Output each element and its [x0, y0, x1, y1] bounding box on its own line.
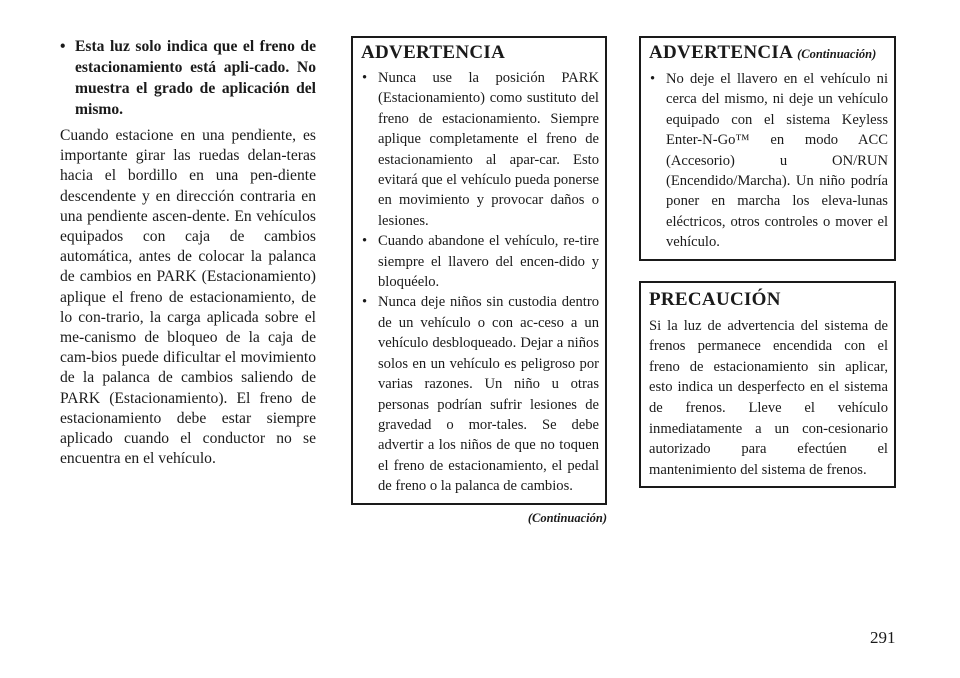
- parking-paragraph: Cuando estacione en una pendiente, es importante girar las ruedas delan-teras hacia el bordillo en una pen-diente descendente y en dirección contraria en una pendiente ascen-dente. En vehículos equipados con caja de cambios automática, antes de colocar la palanca de cambios en PARK (Estacionamiento) aplique el freno de estacionamiento, de lo con-trario, la carga aplicada sobre el me-canismo de bloqueo de la caja de cam-bios puede dificultar el movimiento de la palanca de cambios saliendo de PARK (Estacionamiento). El freno de estacionamiento debe estar siempre aplicado cuando el conductor no se encuentra en el vehículo.: [60, 127, 316, 468]
- warning-box: [351, 36, 607, 505]
- caution-box: [639, 281, 896, 489]
- bold-bullet-note: [60, 36, 316, 120]
- bold-bullet-text: Esta luz solo indica que el freno de estacionamiento está apli-cado. No muestra el grado de aplicación del mismo.: [75, 38, 316, 118]
- bullet-icon: •: [362, 70, 368, 86]
- warning-item: [361, 292, 599, 496]
- caution-body: Si la luz de advertencia del sistema de frenos permanece encendida con el freno de estacionamiento sin aplicar, esto indica un desperfecto en el sistema de frenos. Lleve el vehículo inmediatamente a un con-cesionario autorizado para efectúen el mantenimiento del sistema de frenos.: [649, 317, 888, 478]
- warning-list: [361, 68, 599, 497]
- continued-suffix: (Continuación): [797, 47, 877, 61]
- warning-item-text: No deje el llavero en el vehículo ni cerca del mismo, ni deje un vehículo equipado con el sistema Keyless Enter-N-Go™ en modo ACC (Accesorio) u ON/RUN (Encendido/Marcha). Un niño podría poner en marcha los eleva-lunas eléctricos, otros controles o mover el vehículo.: [666, 71, 888, 251]
- warning-continued-box: [639, 36, 896, 261]
- bullet-icon: •: [60, 38, 66, 55]
- left-column: [60, 36, 316, 469]
- warning-title-text: ADVERTENCIA: [649, 42, 794, 63]
- warning-continued-title: [649, 41, 888, 66]
- warning-item: [361, 231, 599, 292]
- warning-item-text: Nunca deje niños sin custodia dentro de un vehículo o con ac-ceso a un vehículo desbloqueado. Dejar a niños solos en un vehículo es peligroso por varias razones. Un niño u otras personas podrían sufrir lesiones de gravedad o mor-tales. Se debe advertir a los niños de que no toquen el freno de estacionamiento, el pedal de freno o la palanca de cambios.: [378, 294, 599, 495]
- warning-item: [361, 68, 599, 231]
- bullet-icon: •: [362, 233, 368, 250]
- right-column: [639, 36, 896, 488]
- warning-item: [649, 69, 888, 253]
- continued-note: (Continuación): [527, 510, 607, 525]
- bullet-icon: •: [650, 71, 656, 87]
- bullet-icon: •: [362, 294, 368, 311]
- caution-title: PRECAUCIÓN: [649, 288, 781, 310]
- page-number: 291: [870, 628, 896, 647]
- middle-column: [351, 36, 607, 525]
- warning-item-text: Nunca use la posición PARK (Estacionamiento) como sustituto del freno de estacionamiento. Siempre aplique completamente el freno de estacionamiento al apar-car. Esto evitará que el vehículo pueda ponerse en movimiento y provocar daños o lesiones.: [378, 70, 599, 229]
- warning-item-text: Cuando abandone el vehículo, re-tire siempre el llavero del encen-dido y bloquéelo.: [378, 233, 599, 291]
- warning-title: ADVERTENCIA: [361, 42, 506, 63]
- warning-continued-list: [649, 69, 888, 253]
